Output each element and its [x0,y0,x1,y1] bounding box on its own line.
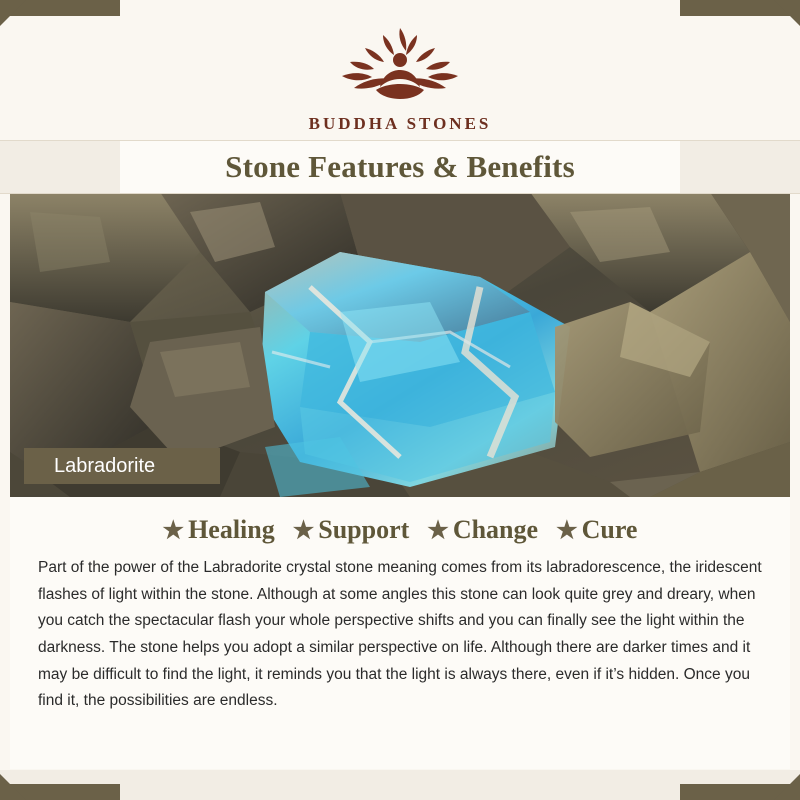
corner-decoration-bottom-left [0,774,26,800]
benefit-label: Cure [581,515,638,544]
star-icon: ★ [427,517,449,544]
benefit-label: Support [318,515,410,544]
benefit-item [556,515,637,545]
corner-decoration-top-left [0,0,26,26]
star-icon: ★ [292,517,315,544]
brand-header [0,18,800,134]
lotus-meditation-figure-icon [320,18,480,110]
title-banner [0,140,800,194]
brand-name: BUDDHA STONES [308,114,492,133]
title-banner-inner [120,141,680,193]
benefits-row [38,515,762,545]
benefit-item [293,515,410,545]
page-title: Stone Features & Benefits [225,149,575,184]
benefit-item [427,515,538,545]
star-icon: ★ [162,517,185,544]
stone-name-label: Labradorite [24,448,220,484]
corner-decoration-bottom-right [774,774,800,800]
benefit-label: Healing [188,515,275,544]
benefit-item [163,515,275,545]
content-card [10,497,790,769]
corner-decoration-top-right [774,0,800,26]
benefit-label: Change [452,515,539,544]
description-paragraph: Part of the power of the Labradorite crystal stone meaning comes from its labradorescence, the iridescent flashes of light within the stone. Although at some angles this stone can look quite grey and dreary, when you catch the spectacular flash your whole perspective shifts and you can finally see the light within the darkness. The stone helps you adopt a similar perspective on life. Although there are darker times and it may be difficult to find the light, it reminds you that the light is always there, even if it’s hidden. Once you find it, the possibilities are endless. [38,559,762,710]
star-icon: ★ [556,517,578,544]
